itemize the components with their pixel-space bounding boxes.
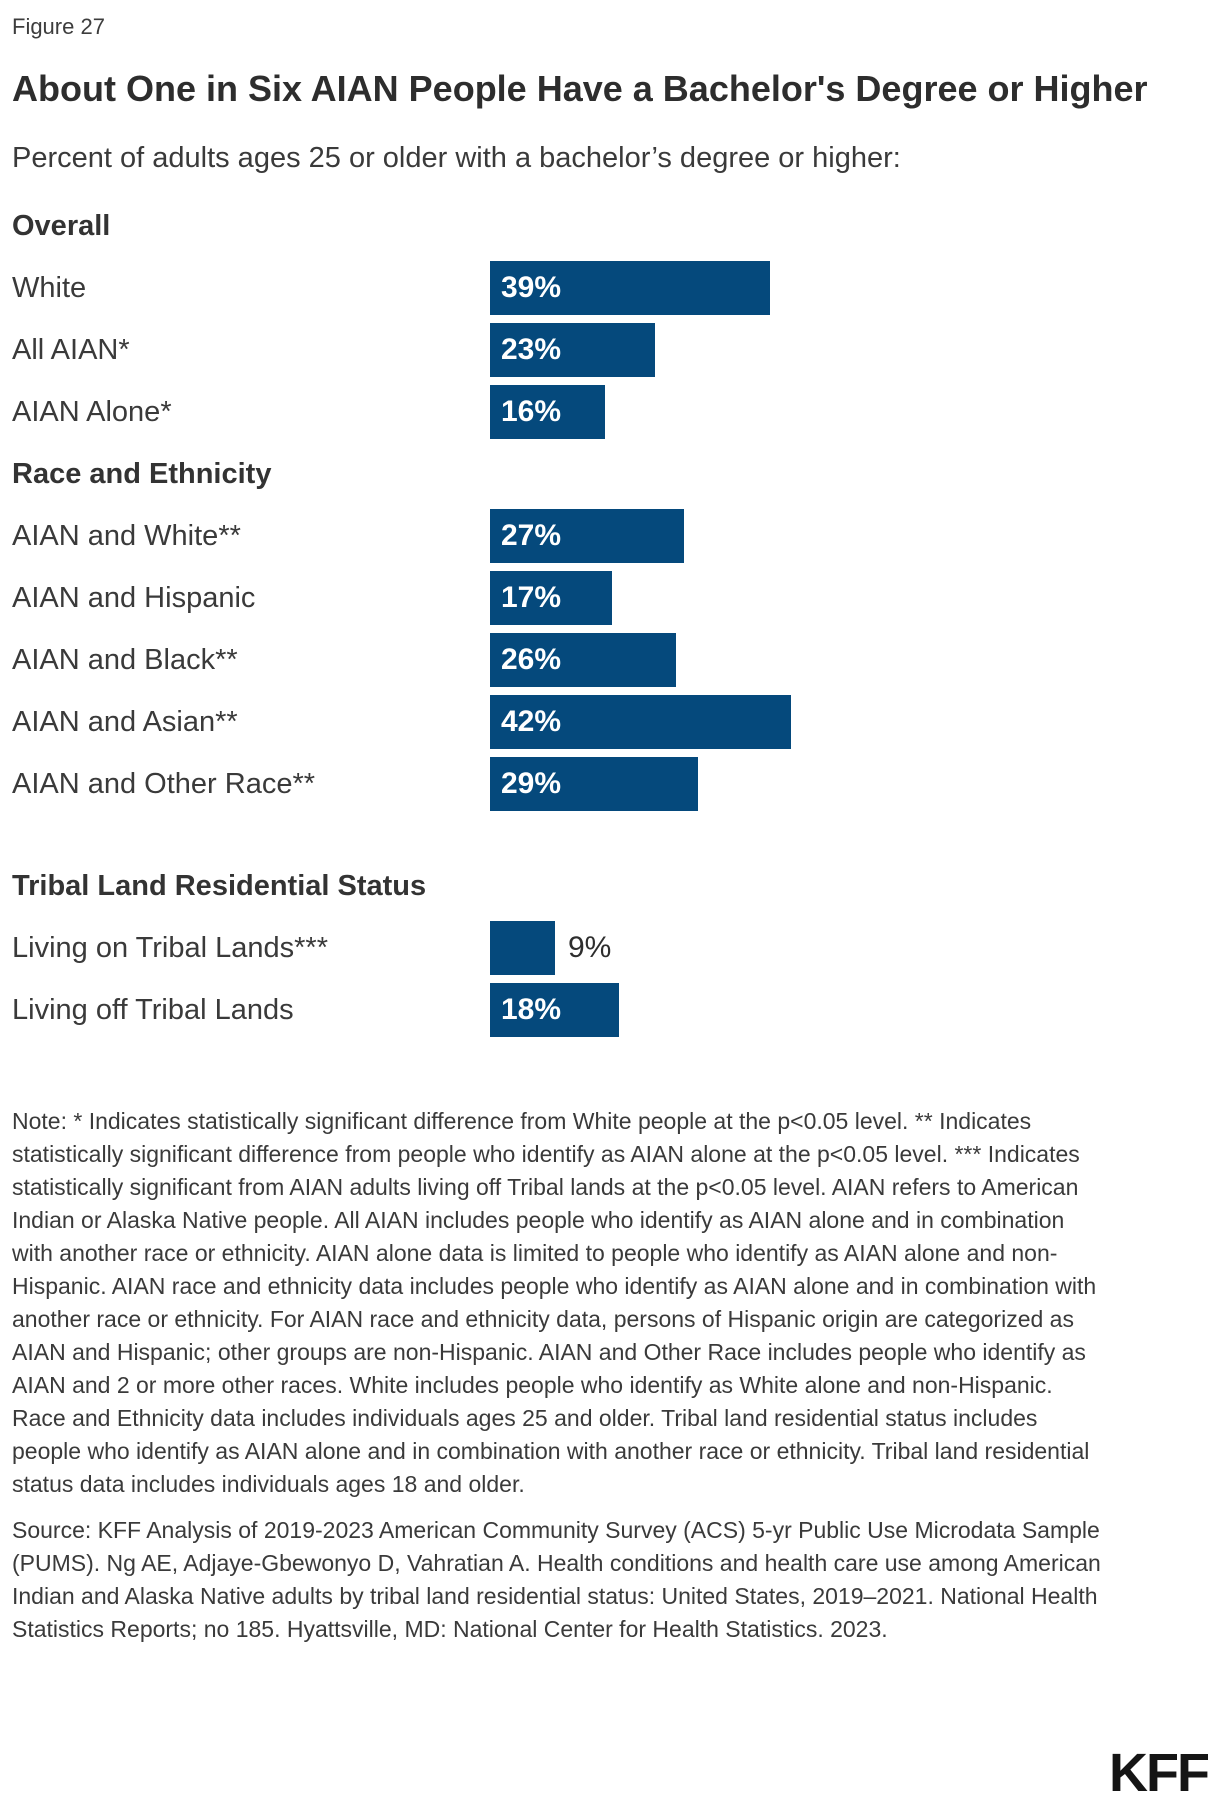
bar-track [490,695,1208,749]
bar-track [490,757,1208,811]
bar [490,921,555,975]
note-text: Note: * Indicates statistically significant difference from White people at the p<0.05 level. ** Indicates statistically significant difference from people who identify as AIAN alone at the p<0.05 level. *** Indicates statistically significant from AIAN adults living off Tribal lands at the p<0.05 level. AIAN refers to American Indian or Alaska Native people. All AIAN includes people who identify as AIAN alone and in combination with another race or ethnicity. AIAN alone data is limited to people who identify as AIAN alone and non-Hispanic. AIAN race and ethnicity data includes people who identify as AIAN alone and in combination with another race or ethnicity. For AIAN race and ethnicity data, persons of Hispanic origin are categorized as AIAN and Hispanic; other groups are non-Hispanic. AIAN and Other Race includes people who identify as AIAN and 2 or more other races. White includes people who identify as White alone and non-Hispanic. Race and Ethnicity data includes individuals ages 25 and older. Tribal land residential status includes people who identify as AIAN alone and in combination with another race or ethnicity. Tribal land residential status data includes individuals ages 18 and older. [12,1108,1097,1497]
bar-label: AIAN Alone* [12,395,172,428]
bar-label: White [12,271,87,304]
bar-label: AIAN and White** [12,519,241,552]
bar-label: AIAN and Black** [12,643,238,676]
bar-label: Living on Tribal Lands*** [12,931,328,964]
bar-track [490,385,1208,439]
bar-track [490,571,1208,625]
bar [490,757,698,811]
bar-row [12,567,1208,629]
bar-row [12,381,1208,443]
bar-row [12,505,1208,567]
bar-track [490,323,1208,377]
bar-value: 23% [501,333,562,366]
bar-label: AIAN and Hispanic [12,581,256,614]
bar-label: All AIAN* [12,333,130,366]
section-heading: Tribal Land Residential Status [12,869,427,902]
bar [490,385,605,439]
bar-track [490,921,1208,975]
bar-row [12,753,1208,815]
bar [490,633,676,687]
bar [490,571,612,625]
bar-track [490,633,1208,687]
kff-logo: KFF [1109,1743,1208,1803]
bar-value: 42% [501,705,562,738]
bar [490,695,791,749]
section-heading: Overall [12,209,111,242]
bar-track [490,509,1208,563]
bar-row [12,319,1208,381]
bar-value: 9% [568,931,612,964]
bar-track [490,983,1208,1037]
bar-row [12,691,1208,753]
source-text: Source: KFF Analysis of 2019-2023 American Community Survey (ACS) 5-yr Public Use Microdata Sample (PUMS). Ng AE, Adjaye-Gbewonyo D, Vahratian A. Health conditions and health care use among American Indian and Alaska Native adults by tribal land residential status: United States, 2019–2021. National Health Statistics Reports; no 185. Hyattsville, MD: National Center for Health Statistics. 2023. [12,1517,1101,1642]
section-heading: Race and Ethnicity [12,457,272,490]
figure-subtitle: Percent of adults ages 25 or older with a bachelor’s degree or higher: [12,142,901,174]
bar-value: 27% [501,519,562,552]
chart-group [12,855,1208,1041]
bar-track [490,261,1208,315]
bar [490,323,655,377]
bar [490,261,770,315]
chart-group [12,443,1208,815]
bar-value: 18% [501,993,562,1026]
bar-chart [12,195,1208,1041]
bar-value: 29% [501,767,562,800]
figure-content [12,0,1208,1646]
bar-row [12,979,1208,1041]
bar-label: Living off Tribal Lands [12,993,294,1026]
bar-row [12,257,1208,319]
bar-value: 39% [501,271,562,304]
figure-label: Figure 27 [12,14,105,39]
bar-row [12,917,1208,979]
bar [490,983,619,1037]
chart-group [12,195,1208,443]
bar-value: 26% [501,643,562,676]
bar-value: 16% [501,395,562,428]
bar-row [12,629,1208,691]
bar-value: 17% [501,581,562,614]
bar-label: AIAN and Asian** [12,705,238,738]
bar-label: AIAN and Other Race** [12,767,316,800]
bar [490,509,684,563]
figure-title: About One in Six AIAN People Have a Bachelor's Degree or Higher [12,68,1148,109]
